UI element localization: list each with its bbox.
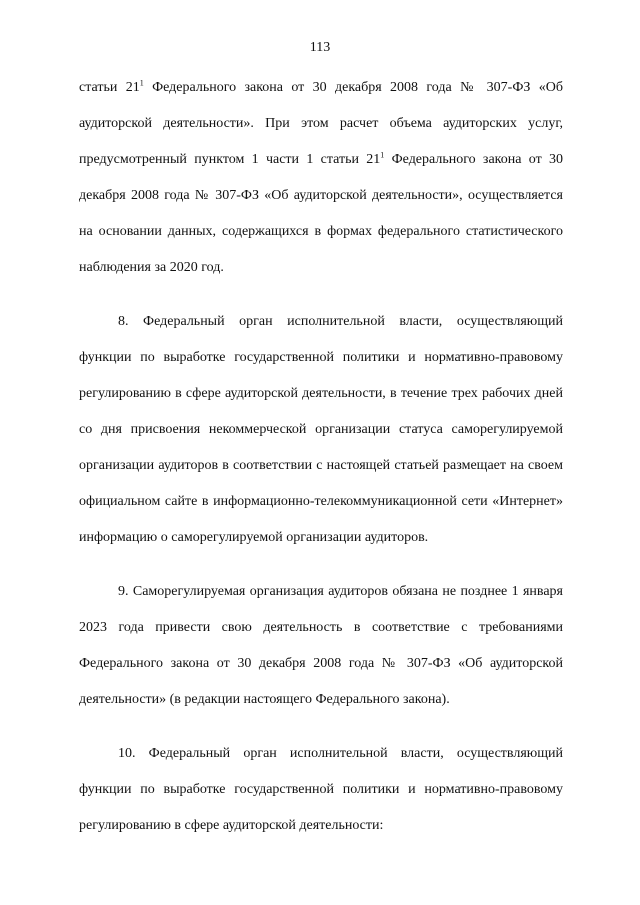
paragraph-text-part: статьи 21: [79, 80, 140, 95]
superscript: 1: [380, 150, 385, 160]
page-number: 113: [309, 40, 331, 55]
paragraph-continuation: [79, 70, 563, 286]
paragraph-item-10: 10. Федеральный орган исполнительной власти, осуществляющий функции по выработке государственной политики и нормативно-правовому регулированию в сфере аудиторской деятельности:: [79, 746, 563, 833]
paragraph-text-part: Федерального закона от 30 декабря 2008 года № 307-ФЗ «Об аудиторской деятельности», осуществляется на основании данных, содержащихся в формах федерального статистического наблюдения за 2020 год.: [79, 152, 563, 275]
document-body: [79, 70, 563, 844]
paragraph-text-part: Федерального закона от 30 декабря 2008 года № 307-ФЗ «Об аудиторской деятельности». При этом расчет объема аудиторских услуг, предусмотренный пунктом 1 части 1 статьи 21: [79, 80, 563, 167]
paragraph-item-9: 9. Саморегулируемая организация аудиторов обязана не позднее 1 января 2023 года привести свою деятельность в соответствие с требованиями Федерального закона от 30 декабря 2008 года № 307-ФЗ «Об аудиторской деятельности» (в редакции настоящего Федерального закона).: [79, 584, 563, 707]
paragraph-item-8: 8. Федеральный орган исполнительной власти, осуществляющий функции по выработке государственной политики и нормативно-правовому регулированию в сфере аудиторской деятельности, в течение трех рабочих дней со дня присвоения некоммерческой организации статуса саморегулируемой организации аудиторов в соответствии с настоящей статьей размещает на своем официальном сайте в информационно-телекоммуникационной сети «Интернет» информацию о саморегулируемой организации аудиторов.: [79, 314, 563, 545]
superscript: 1: [139, 78, 144, 88]
